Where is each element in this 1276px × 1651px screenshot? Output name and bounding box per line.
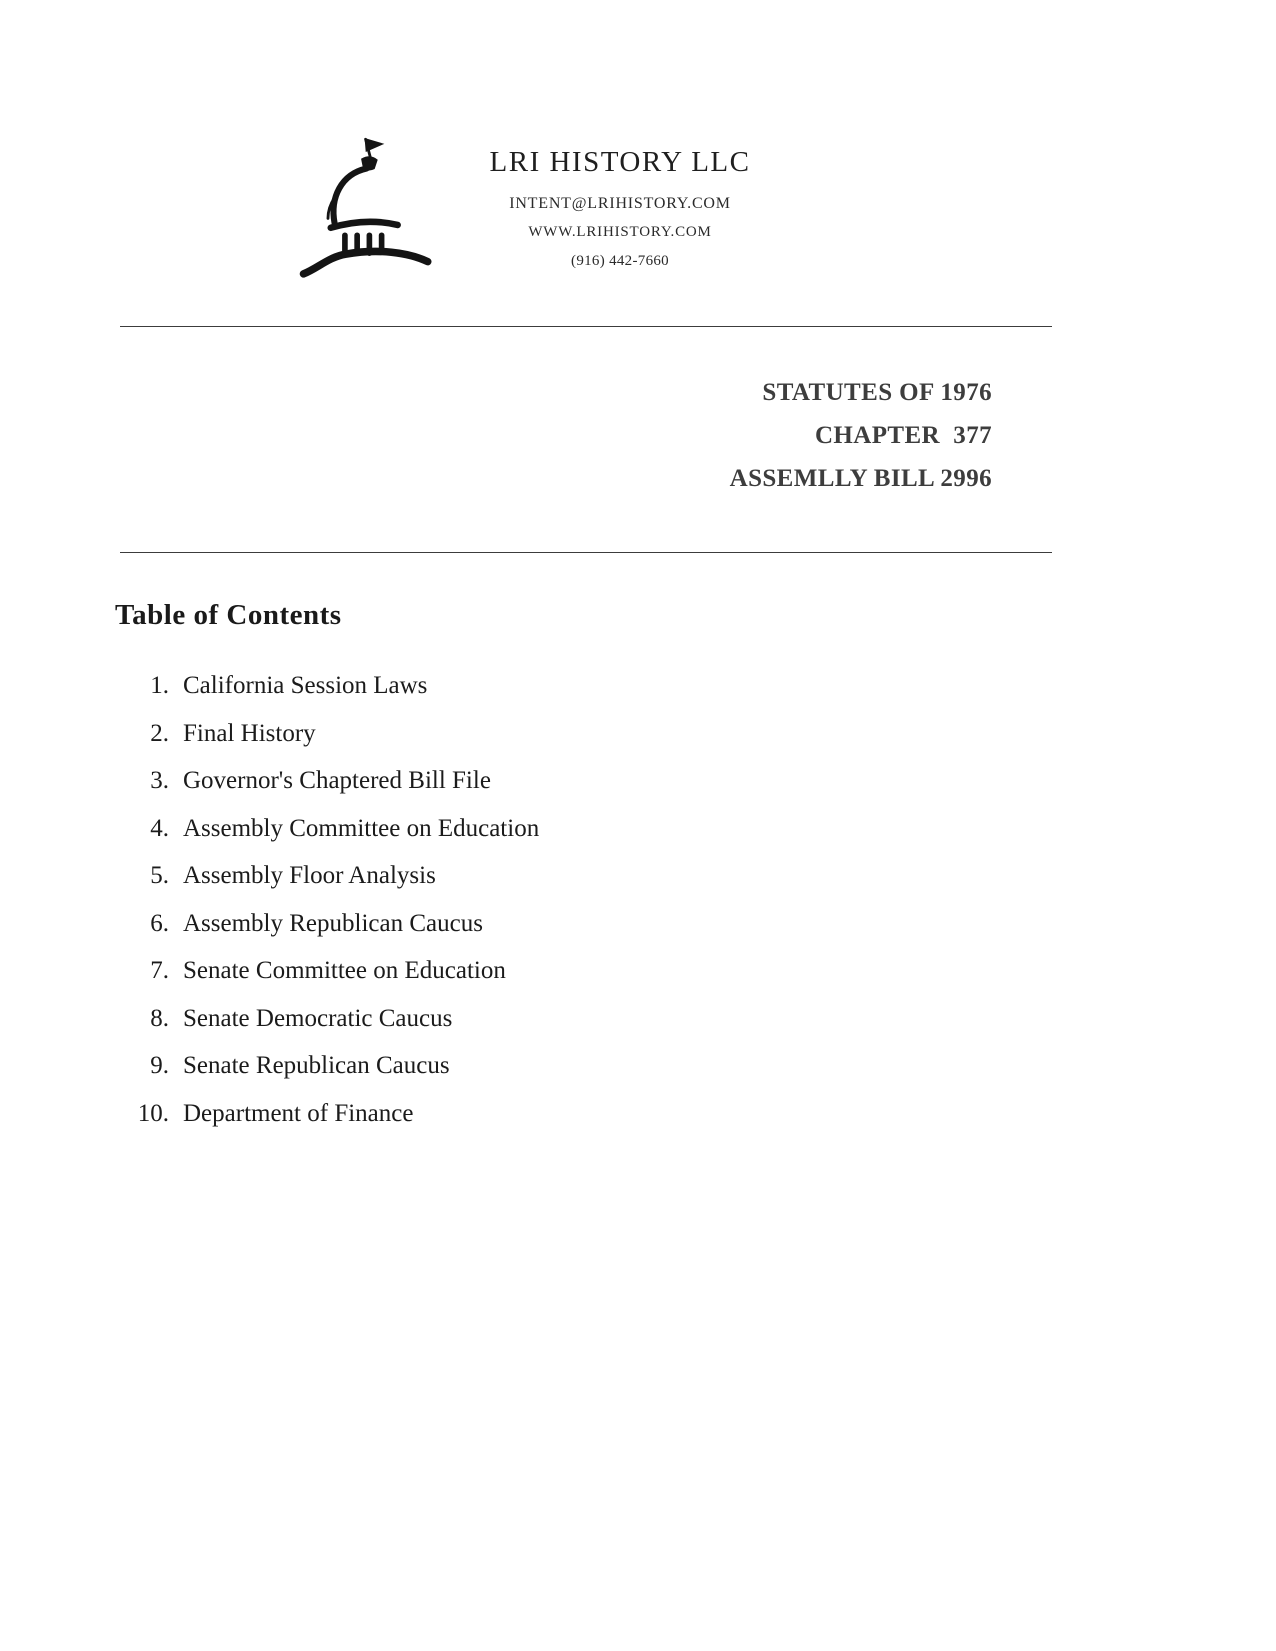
toc-item-label: California Session Laws [183, 672, 428, 699]
toc-item [127, 852, 1276, 900]
toc-item-label: Senate Committee on Education [183, 957, 506, 984]
company-name: LRI HISTORY LLC [489, 146, 751, 178]
toc-item-label: Assembly Republican Caucus [183, 909, 483, 937]
toc-item-number: 9. [150, 1052, 169, 1079]
divider-top [120, 326, 1052, 327]
statutes-line-2: CHAPTER 377 [814, 422, 992, 449]
toc-item-label: Assembly Floor Analysis [183, 862, 436, 889]
toc-item-number: 8. [150, 1004, 169, 1032]
statutes-line-3: ASSEMLLY BILL 2996 [729, 465, 992, 492]
contact-email: INTENT@LRIHISTORY.COM [509, 195, 731, 212]
divider-bottom [120, 552, 1052, 553]
toc-item [127, 805, 1276, 853]
contact-phone: (916) 442-7660 [571, 253, 669, 269]
toc-title: Table of Contents [115, 599, 342, 631]
toc-item-number: 3. [150, 767, 169, 794]
toc-item [127, 900, 1276, 948]
toc-item [127, 1090, 1276, 1138]
toc-item-number: 7. [150, 957, 169, 984]
contact-website: WWW.LRIHISTORY.COM [528, 224, 712, 240]
toc-item-number: 1. [150, 672, 169, 699]
toc-item-number: 6. [150, 909, 169, 937]
toc-item-number: 4. [150, 814, 169, 842]
statutes-line-1: STATUTES OF 1976 [762, 379, 992, 406]
toc-item-number: 5. [150, 862, 169, 889]
capitol-dome-logo-icon [295, 128, 440, 288]
toc-item [127, 995, 1276, 1043]
toc-list [127, 662, 1276, 1137]
toc-item [127, 947, 1276, 995]
toc-item [127, 1042, 1276, 1090]
toc-item-number: 2. [150, 719, 169, 747]
letterhead-text [480, 146, 760, 276]
toc-item-label: Assembly Committee on Education [183, 814, 540, 842]
toc-item-label: Final History [183, 719, 316, 747]
statutes-block [120, 371, 1052, 500]
letterhead [0, 0, 1276, 288]
toc-item-label: Department of Finance [183, 1099, 414, 1127]
toc-item [127, 710, 1276, 758]
toc-item-number: 10. [137, 1099, 169, 1127]
toc-item [127, 662, 1276, 710]
toc-item [127, 757, 1276, 805]
toc-item-label: Governor's Chaptered Bill File [183, 767, 491, 794]
toc-item-label: Senate Democratic Caucus [183, 1004, 453, 1032]
toc-item-label: Senate Republican Caucus [183, 1052, 450, 1079]
